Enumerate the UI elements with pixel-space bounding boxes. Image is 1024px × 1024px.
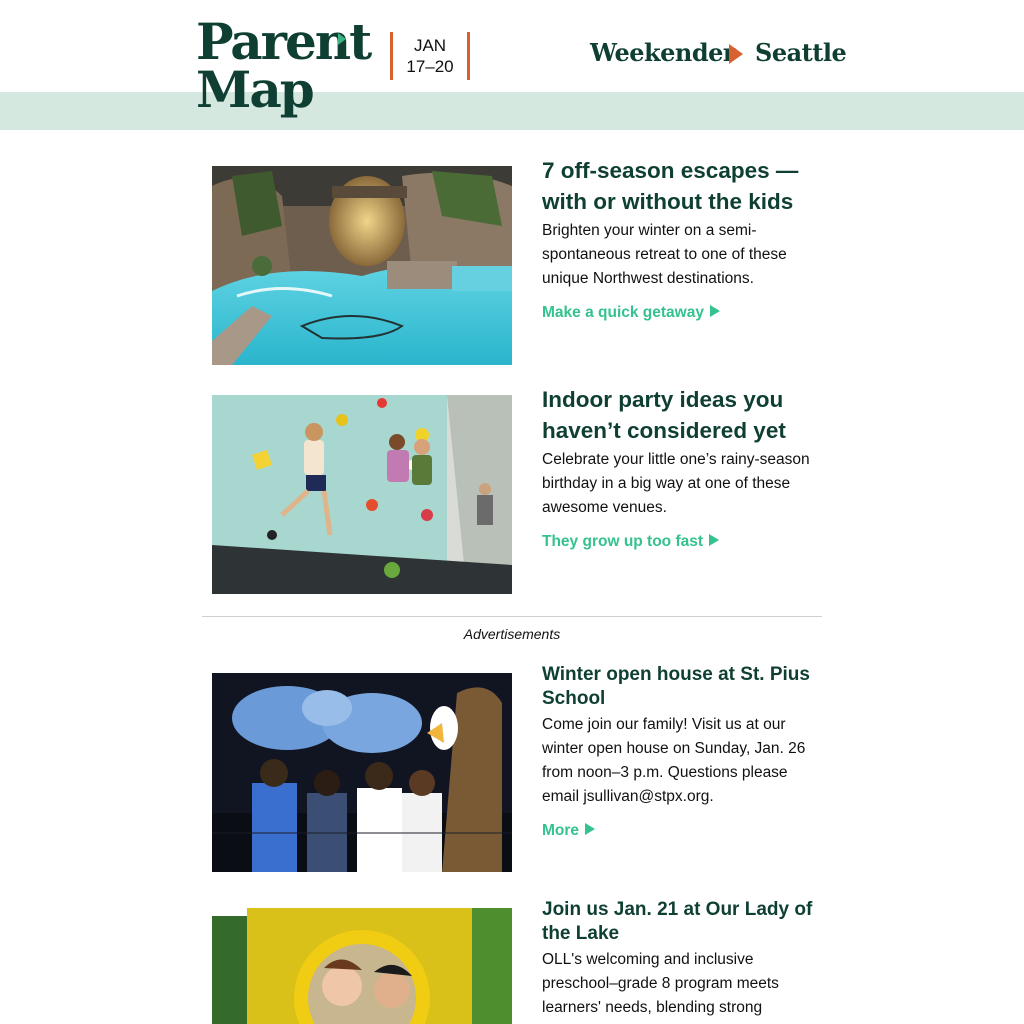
edition-name: Weekender (590, 38, 736, 67)
cta-label: More (542, 822, 580, 839)
play-arrow-icon (709, 534, 719, 546)
logo-line-parent: Parent (196, 12, 371, 71)
ad-title[interactable]: Join us Jan. 21 at Our Lady of the Lake (542, 899, 813, 944)
cta-label: They grow up too fast (542, 533, 704, 550)
make-getaway-link[interactable] (542, 302, 720, 324)
logo-arrow-icon (338, 33, 346, 45)
ad-image-playground[interactable] (212, 908, 512, 1024)
article-image-climbing[interactable] (212, 395, 512, 594)
date-badge (390, 32, 470, 80)
play-arrow-icon (729, 44, 743, 64)
grow-up-link[interactable] (542, 531, 719, 553)
play-arrow-icon (585, 823, 595, 835)
ad-card-st-pius (542, 663, 822, 842)
ad-title[interactable]: Winter open house at St. Pius School (542, 664, 810, 709)
ad-card-our-lady (542, 898, 822, 1020)
ads-label: Advertisements (463, 626, 561, 642)
ad-image-cheerleaders[interactable] (212, 673, 512, 872)
date-month: JAN (413, 36, 447, 55)
play-arrow-icon (710, 305, 720, 317)
article-image-pool[interactable] (212, 166, 512, 365)
article-description: Brighten your winter on a semi-spontaneous retreat to one of these unique Northwest destinations. (542, 222, 787, 287)
ad-description: Come join our family! Visit us at our winter open house on Sunday, Jan. 26 from noon–3 p.m. Questions please email jsullivan@stpx.org. (542, 716, 806, 805)
header-band (0, 92, 1024, 130)
article-description: Celebrate your little one’s rainy-season birthday in a big way at one of these awesome venues. (542, 451, 810, 516)
date-range: 17–20 (406, 57, 454, 76)
article-card-escapes (542, 155, 822, 324)
article-title[interactable]: Indoor party ideas you haven’t considered yet (542, 387, 786, 443)
section-divider (202, 616, 822, 617)
cta-label: Make a quick getaway (542, 304, 704, 321)
article-title[interactable]: 7 off-season escapes — with or without the kids (542, 158, 799, 214)
edition-city: Seattle (755, 38, 847, 67)
logo-line-map: Map (196, 60, 313, 119)
ad-description: OLL's welcoming and inclusive preschool–grade 8 program meets learners' needs, blending strong (542, 951, 779, 1016)
more-link[interactable] (542, 820, 595, 842)
article-card-party (542, 384, 822, 553)
